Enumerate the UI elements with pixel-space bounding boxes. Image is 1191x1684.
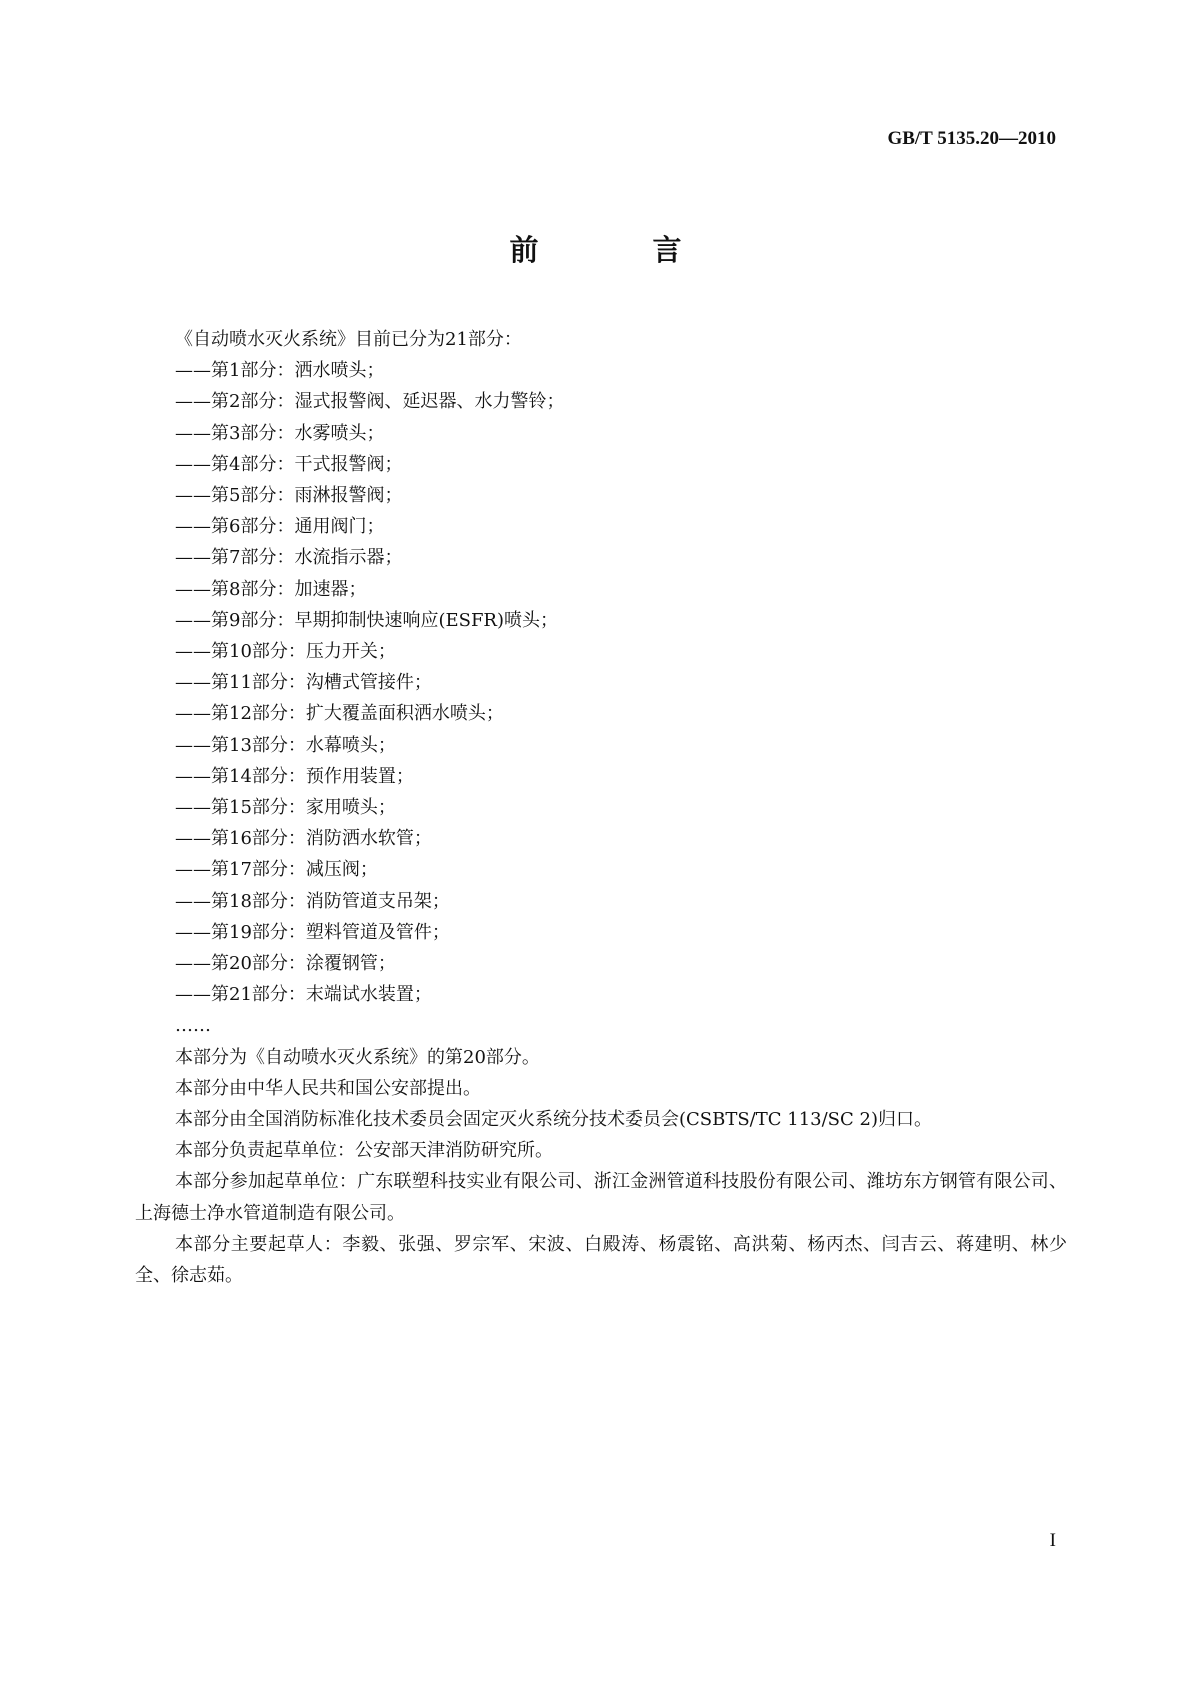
standard-number: GB/T 5135.20—2010 [887,128,1056,149]
part-item: ——第9部分：早期抑制快速响应(ESFR)喷头； [175,609,559,631]
parts-list [135,355,1067,1010]
document-body [135,324,1067,1291]
part-item: ——第12部分：扩大覆盖面积洒水喷头； [175,703,504,725]
paragraph: 本部分参加起草单位：广东联塑科技实业有限公司、浙江金洲管道科技股份有限公司、潍坊东方钢管有限公司、上海德士净水管道制造有限公司。 [135,1171,1067,1224]
part-item: ——第18部分：消防管道支吊架； [175,890,450,912]
paragraphs [135,1042,1067,1292]
part-item: ——第16部分：消防洒水软管； [175,828,432,850]
page-number: I [1049,1530,1056,1551]
part-item: ——第6部分：通用阀门； [175,516,385,538]
paragraph: 本部分负责起草单位：公安部天津消防研究所。 [175,1140,553,1162]
part-item: ——第5部分：雨淋报警阀； [175,485,403,507]
part-item: ——第10部分：压力开关； [175,641,396,663]
ellipsis: …… [175,1015,211,1037]
part-item: ——第20部分：涂覆钢管； [175,953,396,975]
part-item: ——第3部分：水雾喷头； [175,422,385,444]
part-item: ——第14部分：预作用装置； [175,765,414,787]
part-item: ——第17部分：减压阀； [175,859,378,881]
part-item: ——第7部分：水流指示器； [175,547,403,569]
part-item: ——第11部分：沟槽式管接件； [175,672,432,694]
part-item: ——第1部分：洒水喷头； [175,360,385,382]
intro-line: 《自动喷水灭火系统》目前已分为21部分： [175,329,522,350]
part-item: ——第15部分：家用喷头； [175,797,396,819]
paragraph: 本部分为《自动喷水灭火系统》的第20部分。 [175,1046,540,1068]
part-item: ——第4部分：干式报警阀； [175,453,403,475]
part-item: ——第19部分：塑料管道及管件； [175,921,450,943]
part-item: ——第2部分：湿式报警阀、延迟器、水力警铃； [175,391,565,413]
part-item: ——第21部分：末端试水装置； [175,984,432,1006]
part-item: ——第8部分：加速器； [175,578,367,600]
paragraph: 本部分由全国消防标准化技术委员会固定灭火系统分技术委员会(CSBTS/TC 113/SC 2)归口。 [175,1109,932,1131]
paragraph: 本部分由中华人民共和国公安部提出。 [175,1077,481,1099]
part-item: ——第13部分：水幕喷头； [175,734,396,756]
paragraph: 本部分主要起草人：李毅、张强、罗宗军、宋波、白殿涛、杨震铭、高洪菊、杨丙杰、闫吉云、蒋建明、林少全、徐志茹。 [135,1233,1067,1287]
page-title: 前 言 [509,233,734,267]
